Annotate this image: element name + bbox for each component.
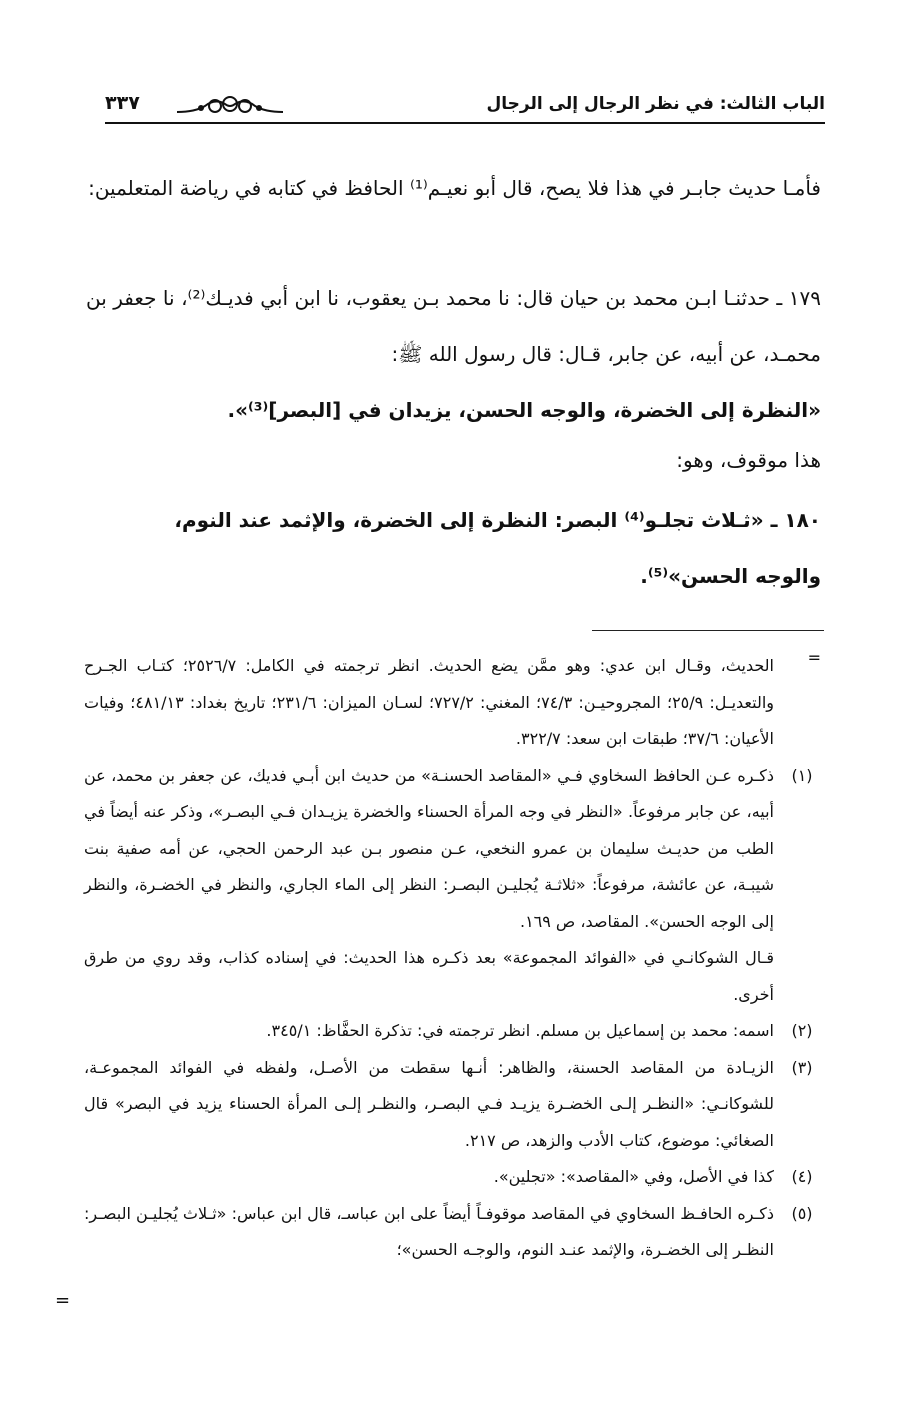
footnotes [84, 648, 824, 1269]
chapter-title: الباب الثالث: في نظر الرجال إلى الرجال [486, 94, 825, 114]
footnote-1-text-2: قـال الشوكانـي في «الفوائد المجموعة» بعد ذكـره هذا الحديث: في إسناده كذاب، وقد روي من طرق أخرى. [84, 948, 774, 1004]
header-rule [105, 122, 825, 124]
continuation-mark-top: = [807, 648, 821, 667]
note-mawquf [86, 432, 821, 488]
running-header [105, 88, 825, 128]
paragraph-3: هذا موقوف، وهو: [676, 448, 821, 472]
paragraph-1: فأمـا حديث جابـر في هذا فلا يصح، قال أبو نعيـم⁽¹⁾ الحافظ في كتابه في رياضة المتعلمين: [88, 176, 821, 200]
hadith-179 [86, 270, 821, 438]
hadith-180-line-1: ١٨٠ ـ «ثـلاث تجلـو⁽⁴⁾ البصر: النظرة إلى الخضرة، والإثمد عند النوم، [174, 508, 821, 532]
footnote-divider [592, 630, 824, 631]
hadith-180-line-2: والوجه الحسن»⁽⁵⁾. [640, 564, 821, 588]
continuation-mark-bottom: = [55, 1290, 71, 1311]
footnote-4 [84, 1159, 824, 1196]
main-text [86, 160, 821, 216]
footnote-4-number: (٤) [791, 1167, 813, 1186]
hadith-179-isnad: ١٧٩ ـ حدثنـا ابـن محمد بن حيان قال: نا محمد بـن يعقوب، نا ابن أبي فديـك⁽²⁾، نا جعفر بن محمـد، عن أبيه، عن جابر، قـال: قال رسول الله ﷺ: [86, 286, 821, 366]
footnote-3 [84, 1050, 824, 1160]
page-number: ٣٣٧ [105, 92, 140, 114]
footnote-2 [84, 1013, 824, 1050]
footnote-continued [84, 648, 824, 758]
footnote-3-number: (٣) [791, 1057, 813, 1077]
ornament-icon [175, 92, 285, 120]
hadith-180 [86, 492, 821, 604]
footnote-2-text: اسمه: محمد بن إسماعيل بن مسلم. انظر ترجمته في: تذكرة الحفَّاظ: ٣٤٥/١. [266, 1021, 774, 1040]
footnote-1-text: ذكـره عـن الحافظ السخاوي فـي «المقاصد الحسنـة» من حديث ابن أبـي فديك، عن جعفر بن محمد، عن أبيه، عن جابر مرفوعاً. «النظر في وجه المرأة الحسناء والخضرة يزيـدان فـي البصـر»، وذكر عنه أيضاً في الطب من حديـث سليمان بن عمرو النخعي، عـن منصور بـن عبد الرحمن الحجي، عن أمه صفية بنت شيبـة، عن عائشة، مرفوعاً: «ثلاثـة يُجليـن البصـر: النظر إلى الماء الجاري، والنظر في الخضـرة، والنظر إلى الوجه الحسن». المقاصد، ص ١٦٩. [84, 765, 774, 931]
footnote-5 [84, 1196, 824, 1269]
footnote-2-number: (٢) [791, 1021, 813, 1040]
footnote-1 [84, 758, 824, 1014]
footnote-4-text: كذا في الأصل، وفي «المقاصد»: «تجلين». [493, 1167, 774, 1186]
footnote-1-number: (١) [791, 765, 813, 785]
footnote-continued-text: الحديث، وقـال ابن عدي: وهو ممَّن يضع الحديث. انظر ترجمته في الكامل: ٢٥٢٦/٧؛ كتـاب الجـرح والتعديـل: ٢٥/٩؛ المجروحيـن: ٧٤/٣؛ المغني: ٧٢٧/٢؛ لسـان الميزان: ٢٣١/٦؛ تاريخ بغداد: ٤٨١/١٣؛ وفيات الأعيان: ٣٧/٦؛ طبقات ابن سعد: ٣٢٢/٧. [84, 656, 775, 748]
footnote-5-number: (٥) [791, 1203, 813, 1223]
footnote-3-text: الزيـادة من المقاصد الحسنة، والظاهر: أنـها سقطت من الأصـل، ولفظه في الفوائد المجموعـة، للشوكانـي: «النظـر إلـى الخضـرة يزيـد فـي البصـر، والنظـر إلـى المرأة الحسناء يزيد في البصر» قال الصغائي: موضوع، كتاب الأدب والزهد، ص ٢١٧. [84, 1057, 774, 1150]
footnote-5-text: ذكـره الحافـظ السخاوي في المقاصد موقوفـاً أيضاً على ابن عباسـ، قال ابن عباس: «ثـلاث يُجليـن البصـر: النظـر إلى الخضـرة، والإثمد عنـد النوم، والوجـه الحسن»؛ [84, 1203, 774, 1259]
hadith-179-matn: «النظرة إلى الخضرة، والوجه الحسن، يزيدان في [البصر]⁽³⁾». [227, 398, 821, 422]
